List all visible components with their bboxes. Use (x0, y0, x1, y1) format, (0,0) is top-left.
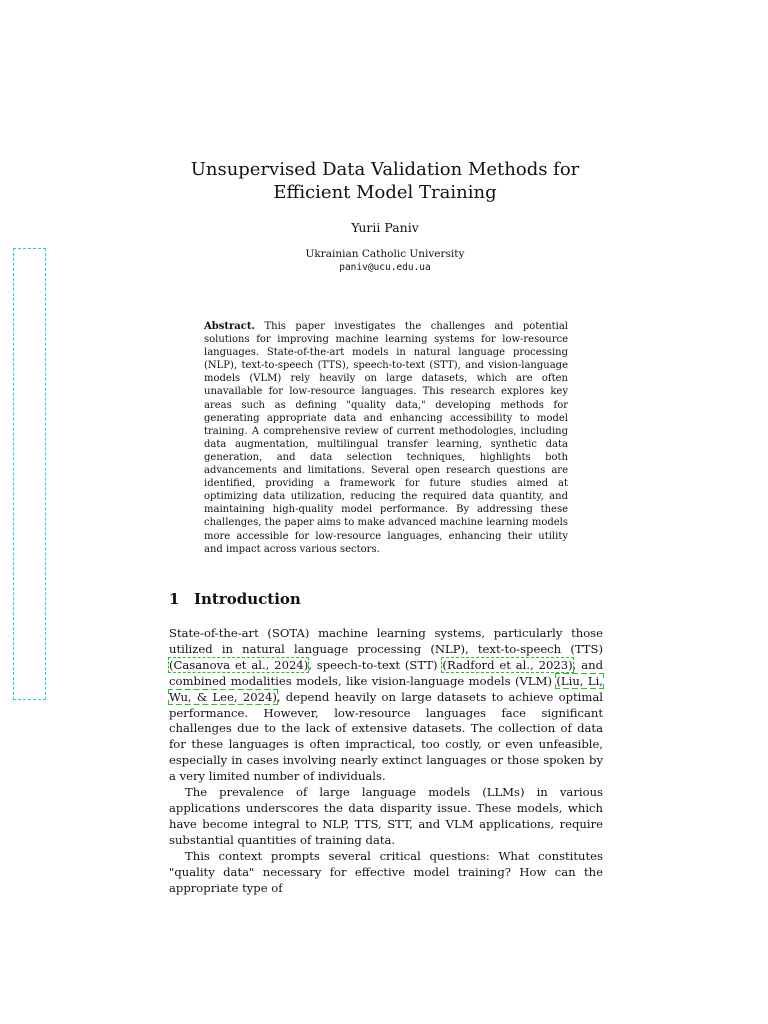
affiliation-block (150, 247, 620, 275)
section-title: Introduction (194, 590, 301, 608)
author-name: Yurii Paniv (351, 220, 419, 235)
abstract (204, 320, 568, 556)
citation-link[interactable]: (Radford et al., 2023) (442, 657, 573, 672)
abstract-label: Abstract. (204, 321, 255, 332)
intro-text: , and combined modalities models, like vision-language models (VLM) (169, 657, 604, 688)
intro-text: State-of-the-art (SOTA) machine learning systems, particularly those utilized in natural language processing (NLP), text-to-speech (TTS) (169, 626, 603, 656)
section-number: 1 (169, 590, 180, 608)
paper-title: Unsupervised Data Validation Methods for Efficient Model Training (190, 159, 580, 204)
citation-link[interactable]: (Casanova et al., 2024) (169, 657, 309, 672)
intro-text: , speech-to-text (STT) (308, 657, 443, 672)
citation-link[interactable]: (Liu, Li, Wu, & Lee, 2024) (169, 673, 603, 704)
intro-paragraph-3: This context prompts several critical questions: What constitutes "quality data" necessary for effective model training? How can the appropriate type of (169, 848, 603, 895)
section-heading (169, 590, 301, 608)
abstract-text: This paper investigates the challenges and potential solutions for improving machine learning systems for low-resource languages. State-of-the-art models in natural language processing (NLP), text-to-speech (TTS), speech-to-text (STT), and vision-language models (VLM) rely heavily on large datasets, which are often unavailable for low-resource languages. This research explores key areas such as defining "quality data," developing methods for generating appropriate data and enhancing accessibility to model training. A comprehensive review of current methodologies, including data augmentation, multilingual transfer learning, synthetic data generation, and data selection techniques, highlights both advancements and limitations. Several open research questions are identified, providing a framework for future studies aimed at optimizing data utilization, reducing the required data quantity, and maintaining high-quality model performance. By addressing these challenges, the paper aims to make advanced machine learning models more accessible for low-resource languages, enhancing their utility and impact across various sectors. (204, 321, 568, 555)
intro-paragraph-2: The prevalence of large language models (LLMs) in various applications underscores the data disparity issue. These models, which have become integral to NLP, TTS, STT, and VLM applications, require substantial quantities of training data. (169, 785, 603, 847)
affiliation: Ukrainian Catholic University (305, 248, 465, 260)
intro-body (169, 626, 603, 896)
author-email[interactable]: paniv@ucu.edu.ua (339, 262, 431, 273)
arxiv-side-stamp (13, 248, 46, 700)
intro-text: , depend heavily on large datasets to achieve optimal performance. However, low-resource languages face significant challenges due to the lack of extensive datasets. The collection of data for these languages is often impractical, too costly, or even unfeasible, especially in cases involving nearly extinct languages or those spoken by a very limited number of individuals. (169, 689, 603, 784)
intro-paragraph-1 (169, 626, 603, 785)
